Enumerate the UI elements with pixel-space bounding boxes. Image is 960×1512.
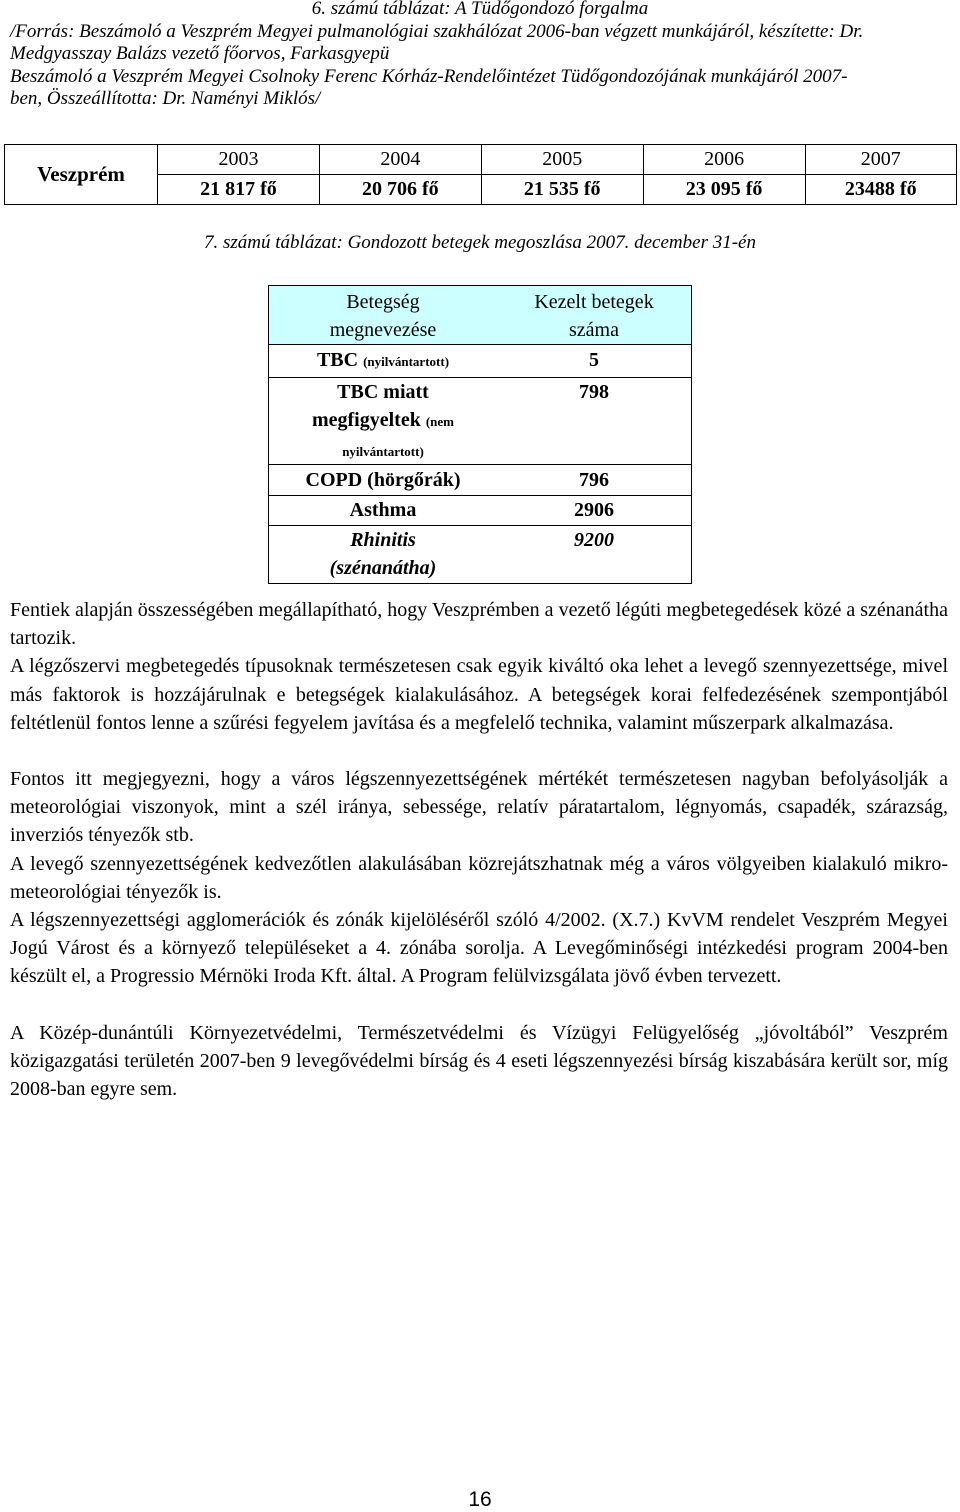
paragraph-gap: [10, 991, 948, 1019]
header-line: száma: [569, 319, 619, 341]
table6-year-cell: 2004: [319, 145, 481, 175]
disease-name: (szénanátha): [329, 557, 437, 579]
table-row: [269, 526, 692, 584]
table6-city-cell: Veszprém: [5, 145, 158, 205]
paragraph: A Közép-dunántúli Környezetvédelmi, Természetvédelmi és Vízügyi Felügyelőség „jóvoltából” Veszprém közigazgatási területén 2007-ben 9 levegővédelmi bírság és 4 eseti légszennyezési bírság kiszabására került sor, míg 2008-ban egyre sem.: [10, 1021, 948, 1101]
disease-note: nyilvántartott): [342, 444, 424, 459]
table7-header-row: [269, 286, 692, 345]
patient-distribution-table: [268, 285, 692, 584]
table-row: [269, 345, 692, 378]
disease-cell: [269, 526, 498, 584]
disease-cell: [269, 345, 498, 378]
paragraph: A légszennyezettségi agglomerációk és zónák kijelöléséről szóló 4/2002. (X.7.) KvVM rendelet Veszprém Megyei Jogú Várost és a környező településeket a 4. zónába sorolja. A Levegőminőségi intézkedési program 2004-ben készült el, a Progressio Mérnöki Iroda Kft. által. A Program felülvizsgálata jövő évben tervezett.: [10, 909, 948, 988]
paragraph: Fontos itt megjegyezni, hogy a város légszennyezettségének mértékét természetesen nagyban befolyásolják a meteorológiai viszonyok, mint a szél iránya, sebessége, relatív páratartalom, légnyomás, csapadék, szárazság, inverziós tényezők stb.: [10, 768, 948, 847]
table6-year-cell: 2007: [805, 145, 957, 175]
table-row: [269, 465, 692, 496]
table6-value-cell: 21 535 fő: [481, 175, 643, 205]
paragraph-gap: [10, 737, 948, 765]
table6-value-cell: 21 817 fő: [158, 175, 320, 205]
table6-source-line: /Forrás: Beszámoló a Veszprém Megyei pulmanológiai szakhálózat 2006-ban végzett munkájáról, készítette: Dr.: [10, 20, 864, 42]
table6-value-cell: 23488 fő: [805, 175, 957, 205]
table6-value-cell: 20 706 fő: [319, 175, 481, 205]
disease-cell: Asthma: [269, 496, 498, 526]
table7-header-count: [497, 286, 692, 345]
table6-source-line: Medgyasszay Balázs vezető főorvos, Farkasgyepü: [10, 43, 390, 64]
patient-traffic-table: [4, 144, 957, 205]
disease-name: TBC: [316, 349, 359, 371]
table6-source-line: ben, Összeállította: Dr. Naményi Miklós/: [10, 88, 321, 109]
disease-cell: [269, 378, 498, 465]
table6-value-cell: 23 095 fő: [643, 175, 805, 205]
table6-year-row: [5, 145, 957, 175]
table6-caption: [10, 0, 950, 111]
table7-header-disease: [269, 286, 498, 345]
disease-name: Rhinitis: [350, 529, 416, 551]
count-cell: 9200: [574, 529, 614, 551]
count-cell: 796: [497, 465, 692, 496]
count-cell: 5: [497, 345, 692, 378]
page-number: 16: [468, 1488, 492, 1511]
paragraph: Fentiek alapján összességében megállapítható, hogy Veszprémben a vezető légúti megbetegedések közé a szénanátha tartozik.: [10, 599, 948, 650]
header-line: megnevezése: [329, 319, 437, 341]
disease-name: TBC miatt: [337, 381, 429, 403]
table6-caption-title: 6. számú táblázat: A Tüdőgondozó forgalma: [311, 0, 649, 19]
header-line: Kezelt betegek: [534, 291, 654, 313]
count-cell: 2906: [497, 496, 692, 526]
table7-caption: 7. számú táblázat: Gondozott betegek megoszlása 2007. december 31-én: [204, 232, 756, 253]
table6-year-cell: 2006: [643, 145, 805, 175]
table-row: [269, 496, 692, 526]
header-line: Betegség: [346, 291, 420, 313]
disease-cell: COPD (hörgőrák): [269, 465, 498, 496]
table6-source-line: Beszámoló a Veszprém Megyei Csolnoky Ferenc Kórház-Rendelőintézet Tüdőgondozójának munkájáról 2007-: [10, 65, 848, 87]
body-text: [10, 596, 948, 1103]
table-row: [269, 378, 692, 465]
disease-name: megfigyeltek: [311, 409, 421, 431]
table6-year-cell: 2003: [158, 145, 320, 175]
table6-year-cell: 2005: [481, 145, 643, 175]
paragraph: A légzőszervi megbetegedés típusoknak természetesen csak egyik kiváltó oka lehet a levegő szennyezettsége, mivel más faktorok is hozzájárulnak e betegségek kialakulásához. A betegségek korai felfedezésének szempontjából feltétlenül fontos lenne a szűrési fegyelem javítása és a megfelelő technika, valamint műszerpark alkalmazása.: [10, 655, 948, 734]
disease-note: (nyilvántartott): [363, 354, 450, 369]
count-cell: 798: [497, 378, 692, 465]
paragraph: A levegő szennyezettségének kedvezőtlen alakulásában közrejátszhatnak még a város völgyeiben kialakuló mikro-meteorológiai tényezők is.: [10, 852, 948, 903]
disease-note: (nem: [425, 414, 455, 429]
